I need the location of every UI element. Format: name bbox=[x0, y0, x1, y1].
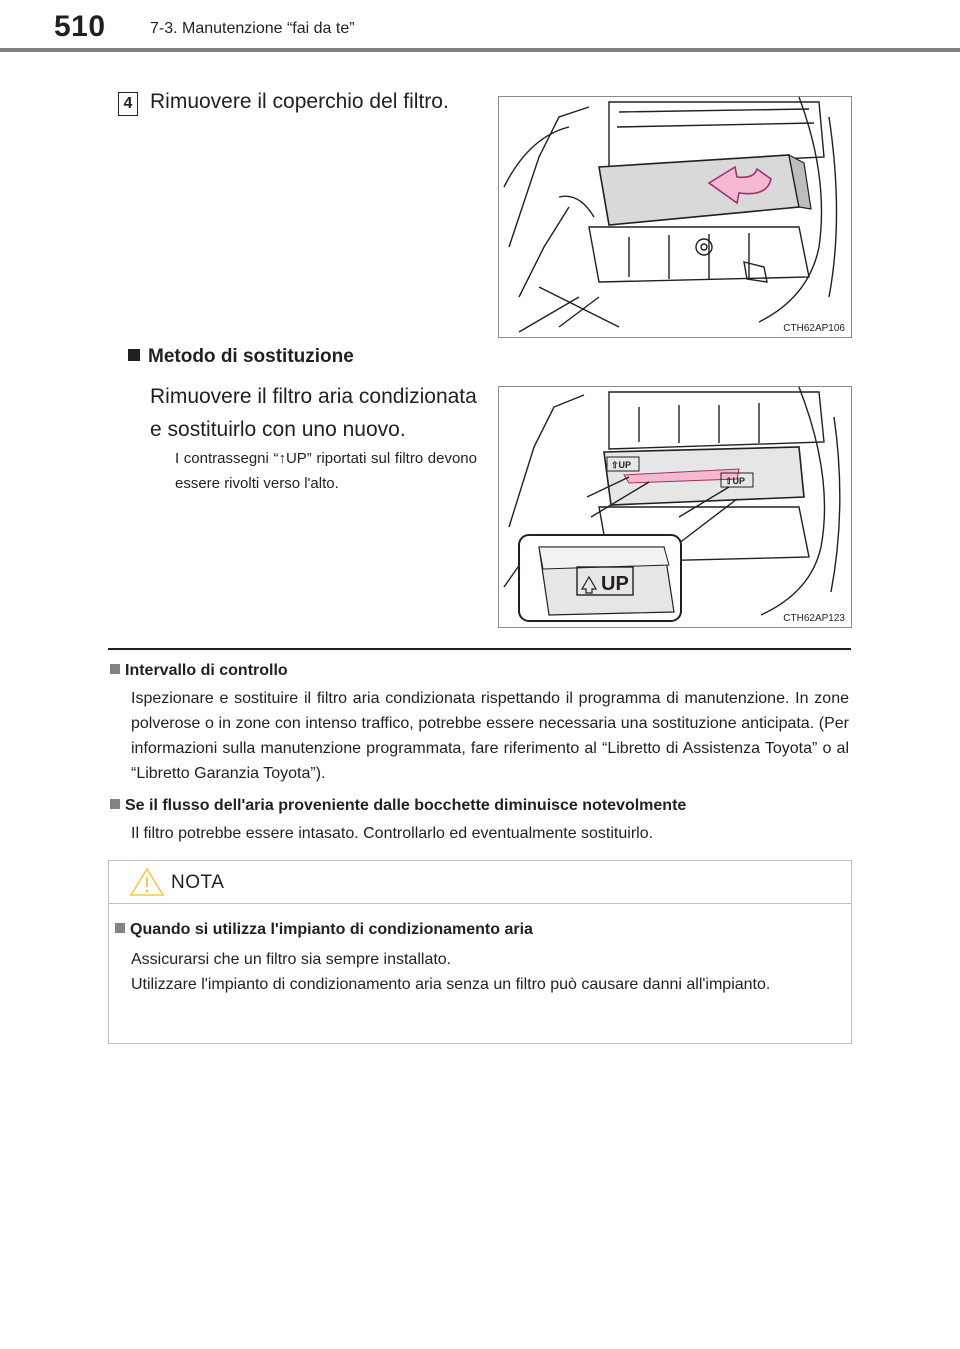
nota-line-2: Utilizzare l'impianto di condizionamento aria senza un filtro può causare danni all'impianto. bbox=[131, 976, 771, 993]
nota-title: NOTA bbox=[171, 872, 225, 893]
section-title: 7-3. Manutenzione “fai da te” bbox=[150, 20, 355, 37]
step-number-box: 4 bbox=[118, 92, 138, 116]
airflow-text: Il filtro potrebbe essere intasato. Controllarlo ed eventualmente sostituirlo. bbox=[131, 825, 654, 842]
step-instruction: Rimuovere il coperchio del filtro. bbox=[150, 90, 449, 113]
svg-text:⇧UP: ⇧UP bbox=[725, 476, 746, 486]
figure-remove-cover bbox=[498, 96, 852, 338]
nota-box bbox=[108, 860, 852, 1044]
up-label: UP bbox=[601, 573, 629, 595]
figure-replace-filter bbox=[498, 386, 852, 628]
warning-triangle-icon bbox=[129, 867, 165, 897]
figure-code: CTH62AP123 bbox=[783, 613, 845, 624]
method-heading: Metodo di sostituzione bbox=[128, 346, 354, 368]
method-note: I contrassegni “↑UP” riportati sul filtro devono essere rivolti verso l'alto. bbox=[175, 450, 477, 492]
method-body: Rimuovere il filtro aria condizionata e sostituirlo con uno nuovo. bbox=[150, 385, 477, 441]
nota-heading: Quando si utilizza l'impianto di condizionamento aria bbox=[115, 921, 533, 939]
bullet-square-icon bbox=[110, 799, 120, 809]
page-number: 510 bbox=[54, 10, 106, 43]
illustration-filter-cover bbox=[499, 97, 851, 337]
interval-heading: Intervallo di controllo bbox=[110, 662, 288, 680]
header-rule bbox=[0, 48, 960, 52]
filter-cover-shape bbox=[599, 155, 799, 225]
section-divider bbox=[108, 648, 851, 650]
airflow-heading: Se il flusso dell'aria proveniente dalle bocchette diminuisce notevolmente bbox=[110, 797, 686, 815]
illustration-filter-up bbox=[499, 387, 851, 627]
interval-text: Ispezionare e sostituire il filtro aria condizionata rispettando il programma di manutenzione. In zone polverose o in zone con intenso traffico, potrebbe essere necessaria una sostituzione anticipata. (Per informazioni sulla manutenzione programmata, fare riferimento al “Libretto di Assistenza Toyota” o al “Libretto Garanzia Toyota”). bbox=[131, 690, 849, 782]
nota-text bbox=[131, 947, 839, 997]
nota-header bbox=[109, 861, 851, 904]
bullet-square-icon bbox=[110, 664, 120, 674]
nota-line-1: Assicurarsi che un filtro sia sempre installato. bbox=[131, 951, 452, 968]
bullet-square-icon bbox=[128, 349, 140, 361]
svg-text:⇧UP: ⇧UP bbox=[611, 460, 632, 470]
figure-code: CTH62AP106 bbox=[783, 323, 845, 334]
bullet-square-icon bbox=[115, 923, 125, 933]
